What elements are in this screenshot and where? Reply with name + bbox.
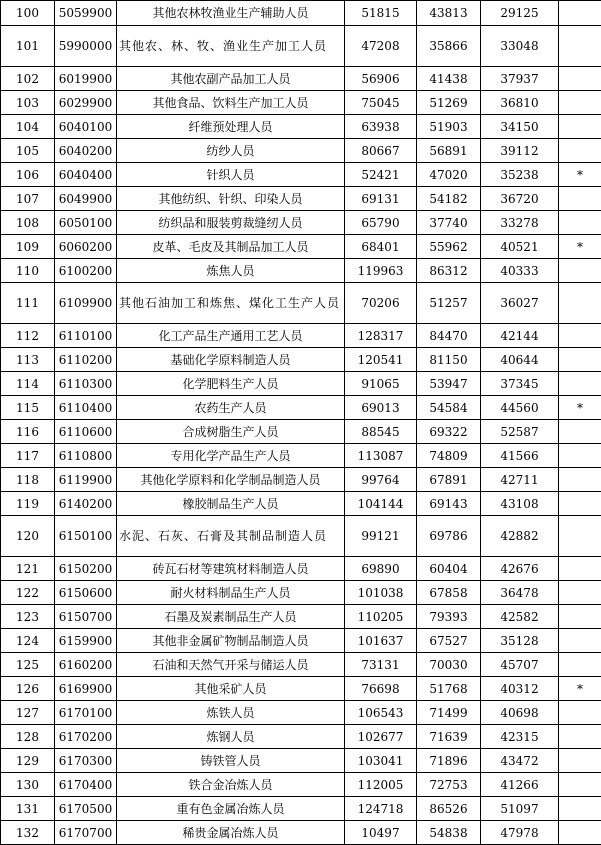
mark-cell xyxy=(559,67,601,91)
value-2-cell: 37740 xyxy=(417,211,481,235)
value-3-cell: 36478 xyxy=(481,581,559,605)
value-1-cell: 106543 xyxy=(345,701,417,725)
mark-cell xyxy=(559,420,601,444)
value-1-cell: 128317 xyxy=(345,324,417,348)
occupation-code-cell: 6050100 xyxy=(55,211,117,235)
occupation-code-cell: 6110600 xyxy=(55,420,117,444)
value-1-cell: 65790 xyxy=(345,211,417,235)
value-2-cell: 51768 xyxy=(417,677,481,701)
value-1-cell: 124718 xyxy=(345,797,417,821)
row-index-cell: 108 xyxy=(1,211,55,235)
value-2-cell: 54838 xyxy=(417,821,481,845)
table-body xyxy=(1,1,601,845)
value-1-cell: 69013 xyxy=(345,396,417,420)
value-1-cell: 47208 xyxy=(345,26,417,67)
value-1-cell: 120541 xyxy=(345,348,417,372)
row-index-cell: 113 xyxy=(1,348,55,372)
value-1-cell: 99121 xyxy=(345,516,417,557)
value-3-cell: 40333 xyxy=(481,259,559,283)
row-index-cell: 125 xyxy=(1,653,55,677)
value-3-cell: 42582 xyxy=(481,605,559,629)
mark-cell xyxy=(559,348,601,372)
occupation-code-cell: 6110400 xyxy=(55,396,117,420)
occupation-name-cell: 炼钢人员 xyxy=(117,725,345,749)
value-1-cell: 112005 xyxy=(345,773,417,797)
occupation-code-cell: 6140200 xyxy=(55,492,117,516)
table-row xyxy=(1,581,601,605)
value-3-cell: 37345 xyxy=(481,372,559,396)
occupation-code-cell: 6110100 xyxy=(55,324,117,348)
value-2-cell: 55962 xyxy=(417,235,481,259)
table-row xyxy=(1,26,601,67)
row-index-cell: 127 xyxy=(1,701,55,725)
occupation-code-cell: 6170500 xyxy=(55,797,117,821)
row-index-cell: 103 xyxy=(1,91,55,115)
occupation-name-cell: 化工产品生产通用工艺人员 xyxy=(117,324,345,348)
table-row xyxy=(1,211,601,235)
occupation-code-cell: 6170100 xyxy=(55,701,117,725)
value-2-cell: 60404 xyxy=(417,557,481,581)
value-3-cell: 35128 xyxy=(481,629,559,653)
table-row xyxy=(1,420,601,444)
occupation-name-cell: 其他纺织、针织、印染人员 xyxy=(117,187,345,211)
value-3-cell: 35238 xyxy=(481,163,559,187)
value-1-cell: 80667 xyxy=(345,139,417,163)
row-index-cell: 107 xyxy=(1,187,55,211)
table-row xyxy=(1,163,601,187)
row-index-cell: 124 xyxy=(1,629,55,653)
mark-cell: * xyxy=(559,677,601,701)
occupation-name-cell: 稀贵金属冶炼人员 xyxy=(117,821,345,845)
table-row xyxy=(1,372,601,396)
table-row xyxy=(1,283,601,324)
row-index-cell: 123 xyxy=(1,605,55,629)
occupation-code-cell: 6150600 xyxy=(55,581,117,605)
occupation-name-cell: 石墨及炭素制品生产人员 xyxy=(117,605,345,629)
table-row xyxy=(1,492,601,516)
mark-cell xyxy=(559,187,601,211)
value-2-cell: 86526 xyxy=(417,797,481,821)
row-index-cell: 126 xyxy=(1,677,55,701)
mark-cell xyxy=(559,516,601,557)
occupation-name-cell: 纺织品和服装剪裁缝纫人员 xyxy=(117,211,345,235)
occupation-name-cell: 合成树脂生产人员 xyxy=(117,420,345,444)
table-row xyxy=(1,1,601,26)
occupation-name-cell: 皮革、毛皮及其制品加工人员 xyxy=(117,235,345,259)
value-2-cell: 69143 xyxy=(417,492,481,516)
table-row xyxy=(1,677,601,701)
value-2-cell: 72753 xyxy=(417,773,481,797)
occupation-name-cell: 其他农林牧渔业生产辅助人员 xyxy=(117,1,345,26)
occupation-name-cell: 铁合金冶炼人员 xyxy=(117,773,345,797)
value-3-cell: 33278 xyxy=(481,211,559,235)
value-2-cell: 47020 xyxy=(417,163,481,187)
table-row xyxy=(1,516,601,557)
occupation-code-cell: 6109900 xyxy=(55,283,117,324)
row-index-cell: 129 xyxy=(1,749,55,773)
value-3-cell: 42711 xyxy=(481,468,559,492)
mark-cell xyxy=(559,773,601,797)
occupation-name-cell: 铸铁管人员 xyxy=(117,749,345,773)
mark-cell xyxy=(559,115,601,139)
table-row xyxy=(1,396,601,420)
value-2-cell: 43813 xyxy=(417,1,481,26)
occupation-code-cell: 6159900 xyxy=(55,629,117,653)
occupation-name-cell: 重有色金属冶炼人员 xyxy=(117,797,345,821)
value-3-cell: 47978 xyxy=(481,821,559,845)
value-1-cell: 76698 xyxy=(345,677,417,701)
mark-cell xyxy=(559,629,601,653)
value-3-cell: 36810 xyxy=(481,91,559,115)
value-3-cell: 43108 xyxy=(481,492,559,516)
value-3-cell: 40644 xyxy=(481,348,559,372)
table-row xyxy=(1,725,601,749)
value-3-cell: 44560 xyxy=(481,396,559,420)
occupation-name-cell: 基础化学原料制造人员 xyxy=(117,348,345,372)
mark-cell xyxy=(559,372,601,396)
occupation-name-cell: 其他农副产品加工人员 xyxy=(117,67,345,91)
value-1-cell: 69131 xyxy=(345,187,417,211)
value-2-cell: 71499 xyxy=(417,701,481,725)
occupation-code-cell: 6040200 xyxy=(55,139,117,163)
table-row xyxy=(1,797,601,821)
occupation-code-cell: 6040400 xyxy=(55,163,117,187)
table-row xyxy=(1,557,601,581)
occupation-code-cell: 6170400 xyxy=(55,773,117,797)
occupation-name-cell: 其他非金属矿物制品制造人员 xyxy=(117,629,345,653)
row-index-cell: 111 xyxy=(1,283,55,324)
value-3-cell: 45707 xyxy=(481,653,559,677)
value-2-cell: 71896 xyxy=(417,749,481,773)
row-index-cell: 102 xyxy=(1,67,55,91)
value-3-cell: 40312 xyxy=(481,677,559,701)
value-1-cell: 73131 xyxy=(345,653,417,677)
row-index-cell: 105 xyxy=(1,139,55,163)
table-row xyxy=(1,187,601,211)
table-row xyxy=(1,629,601,653)
occupation-code-cell: 6170300 xyxy=(55,749,117,773)
row-index-cell: 114 xyxy=(1,372,55,396)
occupation-code-cell: 6169900 xyxy=(55,677,117,701)
occupation-name-cell: 专用化学产品生产人员 xyxy=(117,444,345,468)
occupation-name-cell: 水泥、石灰、石膏及其制品制造人员 xyxy=(117,516,345,557)
value-3-cell: 40521 xyxy=(481,235,559,259)
occupation-code-cell: 6110200 xyxy=(55,348,117,372)
value-2-cell: 86312 xyxy=(417,259,481,283)
occupation-code-cell: 5990000 xyxy=(55,26,117,67)
mark-cell xyxy=(559,139,601,163)
table-row xyxy=(1,259,601,283)
row-index-cell: 119 xyxy=(1,492,55,516)
table-row xyxy=(1,749,601,773)
value-1-cell: 52421 xyxy=(345,163,417,187)
value-1-cell: 101637 xyxy=(345,629,417,653)
mark-cell xyxy=(559,1,601,26)
table-row xyxy=(1,67,601,91)
value-1-cell: 70206 xyxy=(345,283,417,324)
value-2-cell: 41438 xyxy=(417,67,481,91)
value-1-cell: 101038 xyxy=(345,581,417,605)
value-1-cell: 69890 xyxy=(345,557,417,581)
mark-cell xyxy=(559,701,601,725)
mark-cell xyxy=(559,211,601,235)
table-row xyxy=(1,701,601,725)
mark-cell: * xyxy=(559,163,601,187)
occupation-name-cell: 其他石油加工和炼焦、煤化工生产人员 xyxy=(117,283,345,324)
value-2-cell: 70030 xyxy=(417,653,481,677)
value-1-cell: 56906 xyxy=(345,67,417,91)
mark-cell xyxy=(559,468,601,492)
mark-cell: * xyxy=(559,396,601,420)
occupation-code-cell: 6150700 xyxy=(55,605,117,629)
value-3-cell: 41566 xyxy=(481,444,559,468)
occupation-code-cell: 6110800 xyxy=(55,444,117,468)
row-index-cell: 115 xyxy=(1,396,55,420)
occupation-name-cell: 其他食品、饮料生产加工人员 xyxy=(117,91,345,115)
row-index-cell: 132 xyxy=(1,821,55,845)
occupation-code-cell: 6100200 xyxy=(55,259,117,283)
value-3-cell: 36027 xyxy=(481,283,559,324)
row-index-cell: 117 xyxy=(1,444,55,468)
mark-cell xyxy=(559,821,601,845)
value-2-cell: 35866 xyxy=(417,26,481,67)
value-2-cell: 74809 xyxy=(417,444,481,468)
value-2-cell: 79393 xyxy=(417,605,481,629)
value-1-cell: 91065 xyxy=(345,372,417,396)
row-index-cell: 120 xyxy=(1,516,55,557)
value-2-cell: 54584 xyxy=(417,396,481,420)
value-3-cell: 37937 xyxy=(481,67,559,91)
value-3-cell: 42676 xyxy=(481,557,559,581)
row-index-cell: 101 xyxy=(1,26,55,67)
value-1-cell: 113087 xyxy=(345,444,417,468)
occupation-code-cell: 6160200 xyxy=(55,653,117,677)
value-3-cell: 42315 xyxy=(481,725,559,749)
value-3-cell: 52587 xyxy=(481,420,559,444)
table-row xyxy=(1,348,601,372)
value-2-cell: 51269 xyxy=(417,91,481,115)
occupation-code-cell: 6019900 xyxy=(55,67,117,91)
value-3-cell: 40698 xyxy=(481,701,559,725)
occupation-code-cell: 6150200 xyxy=(55,557,117,581)
occupation-code-cell: 6119900 xyxy=(55,468,117,492)
occupation-name-cell: 其他农、林、牧、渔业生产加工人员 xyxy=(117,26,345,67)
row-index-cell: 109 xyxy=(1,235,55,259)
occupation-name-cell: 化学肥料生产人员 xyxy=(117,372,345,396)
occupation-name-cell: 其他采矿人员 xyxy=(117,677,345,701)
occupation-code-cell: 6150100 xyxy=(55,516,117,557)
mark-cell xyxy=(559,91,601,115)
row-index-cell: 121 xyxy=(1,557,55,581)
value-3-cell: 43472 xyxy=(481,749,559,773)
occupation-name-cell: 纺纱人员 xyxy=(117,139,345,163)
mark-cell: * xyxy=(559,235,601,259)
mark-cell xyxy=(559,605,601,629)
row-index-cell: 116 xyxy=(1,420,55,444)
occupation-name-cell: 农药生产人员 xyxy=(117,396,345,420)
occupation-code-cell: 6049900 xyxy=(55,187,117,211)
occupation-name-cell: 纤维预处理人员 xyxy=(117,115,345,139)
occupation-name-cell: 耐火材料制品生产人员 xyxy=(117,581,345,605)
mark-cell xyxy=(559,653,601,677)
value-2-cell: 51903 xyxy=(417,115,481,139)
occupation-code-cell: 6110300 xyxy=(55,372,117,396)
value-1-cell: 75045 xyxy=(345,91,417,115)
occupation-code-cell: 5059900 xyxy=(55,1,117,26)
table-row xyxy=(1,91,601,115)
value-1-cell: 51815 xyxy=(345,1,417,26)
occupation-name-cell: 炼铁人员 xyxy=(117,701,345,725)
row-index-cell: 110 xyxy=(1,259,55,283)
value-3-cell: 33048 xyxy=(481,26,559,67)
value-3-cell: 51097 xyxy=(481,797,559,821)
table-row xyxy=(1,773,601,797)
mark-cell xyxy=(559,749,601,773)
value-1-cell: 10497 xyxy=(345,821,417,845)
value-3-cell: 41266 xyxy=(481,773,559,797)
value-1-cell: 99764 xyxy=(345,468,417,492)
table-row xyxy=(1,139,601,163)
value-3-cell: 34150 xyxy=(481,115,559,139)
value-2-cell: 67858 xyxy=(417,581,481,605)
table-row xyxy=(1,468,601,492)
row-index-cell: 118 xyxy=(1,468,55,492)
value-2-cell: 84470 xyxy=(417,324,481,348)
row-index-cell: 128 xyxy=(1,725,55,749)
occupation-code-cell: 6170200 xyxy=(55,725,117,749)
mark-cell xyxy=(559,259,601,283)
row-index-cell: 106 xyxy=(1,163,55,187)
mark-cell xyxy=(559,557,601,581)
value-3-cell: 39112 xyxy=(481,139,559,163)
value-2-cell: 81150 xyxy=(417,348,481,372)
table-row xyxy=(1,821,601,845)
occupation-name-cell: 针织人员 xyxy=(117,163,345,187)
mark-cell xyxy=(559,492,601,516)
table-row xyxy=(1,235,601,259)
table-row xyxy=(1,444,601,468)
value-2-cell: 54182 xyxy=(417,187,481,211)
table-row xyxy=(1,324,601,348)
value-2-cell: 53947 xyxy=(417,372,481,396)
table-row xyxy=(1,605,601,629)
occupation-name-cell: 炼焦人员 xyxy=(117,259,345,283)
row-index-cell: 131 xyxy=(1,797,55,821)
occupation-code-cell: 6040100 xyxy=(55,115,117,139)
value-1-cell: 104144 xyxy=(345,492,417,516)
value-1-cell: 68401 xyxy=(345,235,417,259)
occupation-code-cell: 6029900 xyxy=(55,91,117,115)
row-index-cell: 100 xyxy=(1,1,55,26)
occupation-name-cell: 橡胶制品生产人员 xyxy=(117,492,345,516)
occupation-name-cell: 石油和天然气开采与储运人员 xyxy=(117,653,345,677)
value-1-cell: 119963 xyxy=(345,259,417,283)
value-2-cell: 51257 xyxy=(417,283,481,324)
value-1-cell: 63938 xyxy=(345,115,417,139)
occupation-name-cell: 砖瓦石材等建筑材料制造人员 xyxy=(117,557,345,581)
row-index-cell: 112 xyxy=(1,324,55,348)
value-3-cell: 36720 xyxy=(481,187,559,211)
value-2-cell: 56891 xyxy=(417,139,481,163)
occupation-code-cell: 6060200 xyxy=(55,235,117,259)
value-2-cell: 71639 xyxy=(417,725,481,749)
table-row xyxy=(1,115,601,139)
mark-cell xyxy=(559,725,601,749)
mark-cell xyxy=(559,797,601,821)
occupation-name-cell: 其他化学原料和化学制品制造人员 xyxy=(117,468,345,492)
value-2-cell: 69786 xyxy=(417,516,481,557)
value-3-cell: 29125 xyxy=(481,1,559,26)
value-1-cell: 110205 xyxy=(345,605,417,629)
mark-cell xyxy=(559,581,601,605)
value-2-cell: 67527 xyxy=(417,629,481,653)
value-1-cell: 103041 xyxy=(345,749,417,773)
mark-cell xyxy=(559,324,601,348)
value-1-cell: 102677 xyxy=(345,725,417,749)
value-2-cell: 69322 xyxy=(417,420,481,444)
table-row xyxy=(1,653,601,677)
row-index-cell: 122 xyxy=(1,581,55,605)
row-index-cell: 130 xyxy=(1,773,55,797)
occupation-code-cell: 6170700 xyxy=(55,821,117,845)
value-3-cell: 42144 xyxy=(481,324,559,348)
value-2-cell: 67891 xyxy=(417,468,481,492)
value-3-cell: 42882 xyxy=(481,516,559,557)
mark-cell xyxy=(559,26,601,67)
mark-cell xyxy=(559,283,601,324)
row-index-cell: 104 xyxy=(1,115,55,139)
mark-cell xyxy=(559,444,601,468)
value-1-cell: 88545 xyxy=(345,420,417,444)
